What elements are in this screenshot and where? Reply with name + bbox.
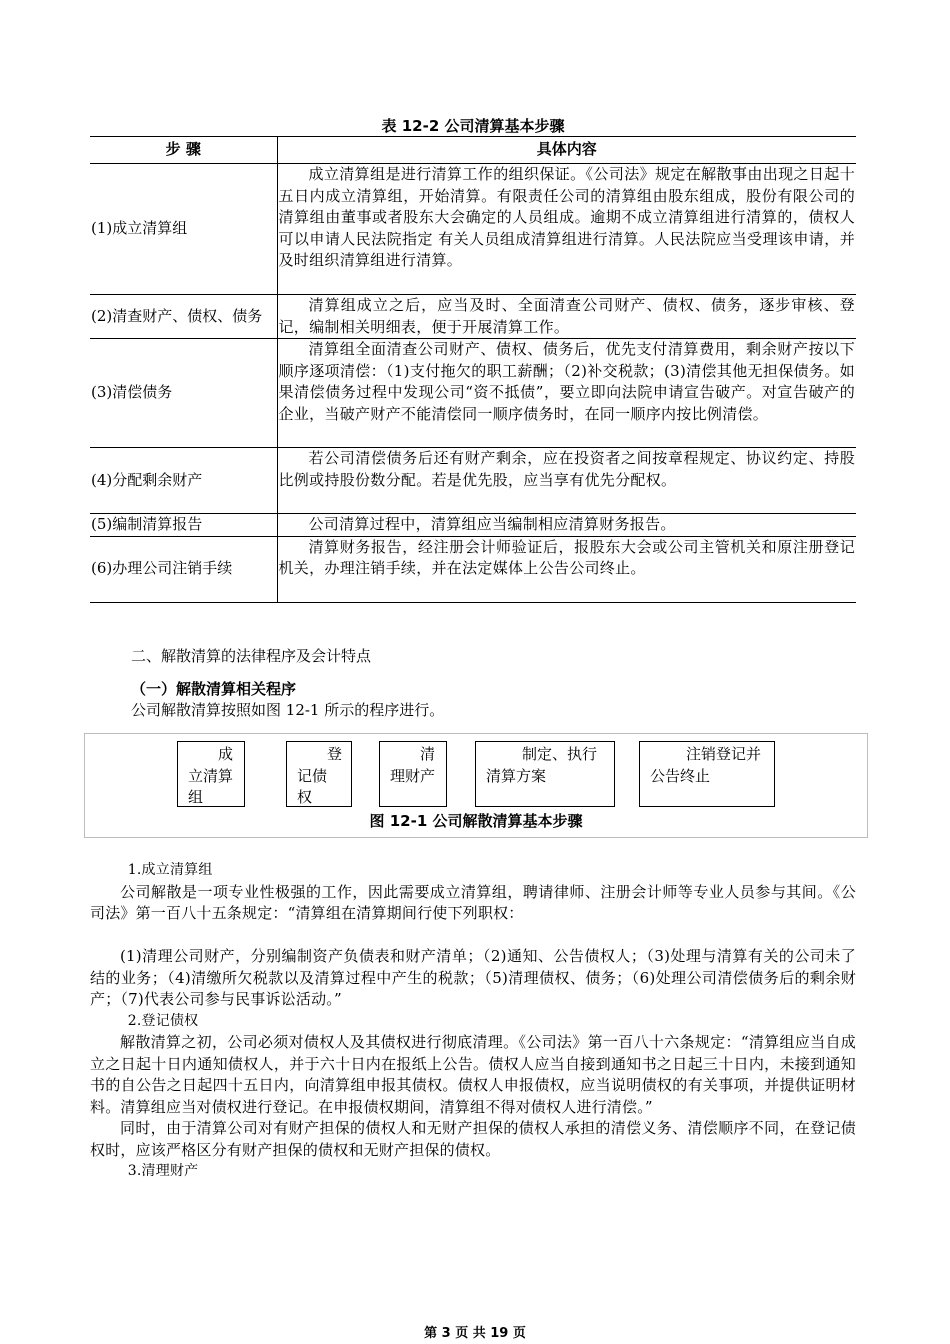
paragraph: (1)清理公司财产，分别编制资产负债表和财产清单；（2)通知、公告债权人；（3)处理与清算有关的公司未了结的业务；（4)清缴所欠税款以及清算过程中产生的税款；（5)清理债权、债务；（6)处理公司清偿债务后的剩余财产；（7)代表公司参与民事诉讼活动。” (90, 947, 856, 1008)
paragraph: 公司解散是一项专业性极强的工作，因此需要成立清算组，聘请律师、注册会计师等专业人员参与其间。《公司法》第一百八十五条规定：“清算组在清算期间行使下列职权： (90, 882, 856, 922)
content-cell: 清算组成立之后，应当及时、全面清查公司财产、债权、债务，逐步审核、登记，编制相关明细表，便于开展清算工作。 (277, 295, 856, 339)
table-row (90, 339, 856, 448)
step-cell: (2)清查财产、债权、债务 (90, 295, 277, 339)
content-cell: 清算组全面清查公司财产、债权、债务后，优先支付清算费用，剩余财产按以下顺序逐项清偿：（1)支付拖欠的职工薪酬；（2)补交税款；(3)清偿其他无担保债务。如果清偿债务过程中发现公司“资不抵债”，要立即向法院申请宣告破产。对宣告破产的企业，当破产财产不能清偿同一顺序债务时，在同一顺序内按比例清偿。 (277, 339, 856, 448)
step-cell: (1)成立清算组 (90, 164, 277, 295)
flow-step-box: 注销登记并公告终止 (639, 741, 775, 807)
item-title: 3.清理财产 (127, 1163, 199, 1179)
item-title: 1.成立清算组 (127, 862, 213, 878)
table-header-row (90, 137, 856, 164)
content-cell: 公司清算过程中，清算组应当编制相应清算财务报告。 (277, 514, 856, 537)
flow-step-box: 制定、执行清算方案 (475, 741, 615, 807)
header-content: 具体内容 (277, 137, 856, 164)
content-cell: 清算财务报告，经注册会计师验证后，报股东大会或公司主管机关和原注册登记机关，办理注销手续，并在法定媒体上公告公司终止。 (277, 536, 856, 602)
figure-caption: 图 12-1 公司解散清算基本步骤 (369, 812, 583, 830)
page-footer: 第 3 页 共 19 页 (424, 1326, 526, 1341)
paragraph: 解散清算之初，公司必须对债权人及其债权进行彻底清理。《公司法》第一百八十六条规定：“清算组应当自成立之日起十日内通知债权人，并于六十日内在报纸上公告。债权人应当自接到通知书之日起三十日内，未接到通知书的自公告之日起四十五日内，向清算组申报其债权。债权人申报债权，应当说明债权的有关事项，并提供证明材料。清算组应当对债权进行登记。在申报债权期间，清算组不得对债权人进行清偿。” (90, 1033, 856, 1116)
flow-step-box: 清理财产 (379, 741, 447, 807)
step-cell: (6)办理公司注销手续 (90, 536, 277, 602)
sub-heading: （一）解散清算相关程序 (131, 680, 297, 698)
steps-table (90, 136, 856, 603)
body-text (90, 860, 856, 1183)
header-step: 步 骤 (90, 137, 277, 164)
content-cell: 若公司清偿债务后还有财产剩余，应在投资者之间按章程规定、协议约定、持股比例或持股份数分配。若是优先股，应当享有优先分配权。 (277, 448, 856, 514)
flow-step-box: 成立清算组 (177, 741, 245, 807)
table-row (90, 514, 856, 537)
table-row (90, 164, 856, 295)
paragraph: 同时，由于清算公司对有财产担保的债权人和无财产担保的债权人承担的清偿义务、清偿顺序不同，在登记债权时，应该严格区分有财产担保的债权和无财产担保的债权。 (90, 1119, 856, 1159)
table-row (90, 536, 856, 602)
flow-figure (84, 733, 868, 838)
blank-line (90, 925, 856, 947)
content-cell: 成立清算组是进行清算工作的组织保证。《公司法》规定在解散事由出现之日起十五日内成立清算组，开始清算。有限责任公司的清算组由股东组成，股份有限公司的清算组由董事或者股东大会确定的人员组成。逾期不成立清算组进行清算的，债权人可以申请人民法院指定 有关人员组成清算组进行清算。人民法院应当受理该申请，并及时组织清算组进行清算。 (277, 164, 856, 295)
step-cell: (5)编制清算报告 (90, 514, 277, 537)
table-row (90, 448, 856, 514)
table-title: 表 12-2 公司清算基本步骤 (381, 117, 565, 135)
item-title: 2.登记债权 (127, 1012, 199, 1029)
step-cell: (3)清偿债务 (90, 339, 277, 448)
flow-step-box: 登记债权 (286, 741, 352, 807)
section-heading: 二、解散清算的法律程序及会计特点 (131, 647, 372, 665)
step-cell: (4)分配剩余财产 (90, 448, 277, 514)
intro-text: 公司解散清算按照如图 12-1 所示的程序进行。 (131, 701, 445, 719)
table-row (90, 295, 856, 339)
